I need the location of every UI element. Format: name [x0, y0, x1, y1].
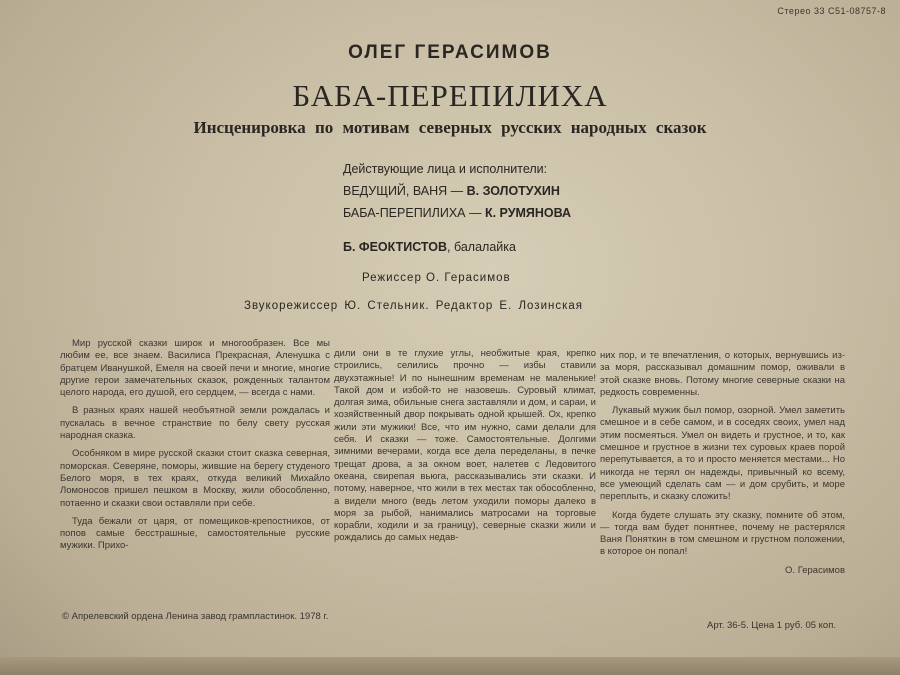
paragraph: Особняком в мире русской сказки стоит сказка северная, поморская. Северяне, поморы, жившие на берегу студеного Белого моря, в тех краях, откуда великий Михайло Ломоносов пришел пешком в Москву, жили обособленно, потаенно и сказки свои оставляли при себе.: [60, 448, 330, 509]
sound-editor-credits: Звукорежиссер Ю. Стельник. Редактор Е. Лозинская: [244, 300, 584, 312]
cast-line-1: [343, 184, 863, 206]
album-title: БАБА-ПЕРЕПИЛИХА: [292, 78, 608, 113]
text-column-3: [600, 350, 845, 577]
copyright-footer: © Апрелевский ордена Ленина завод грампластинок. 1978 г.: [62, 611, 329, 622]
paragraph: дили они в те глухие углы, необжитые края, крепко строились, селились прочно — избы ставили двухэтажные! И по нынешним временам не маленькие! Такой дом и избой-то не назовешь. Суровый климат, долгая зима, обильные снега заставляли и дом, и сараи, и хозяйственный двор покрывать одной крышей. Ох, крепко жили эти мужики! Все, что им нужно, сами делали для себя. И сказки — тоже. Самостоятельные. Долгими зимними вечерами, когда все дела переделаны, в печке трещат дрова, а за окном воет, налетев с Ледовитого океана, свирепая вьюга, рассказывались эти сказки. И потому, наверное, что жили в тех местах так обособленно, а видели много (ведь летом уходили поморы далеко в моря за рыбой, нанимались матросами на торговые корабли, ходили и за границу), северные сказки жили и рождались до самых недав-: [334, 348, 596, 544]
paragraph: В разных краях нашей необъятной земли рождалась и пускалась в вечное странствие по белу свету русская народная сказка.: [60, 405, 330, 442]
cast-actor: В. ЗОЛОТУХИН: [466, 184, 560, 198]
cast-line-2: [343, 206, 863, 228]
paragraph: Мир русской сказки широк и многообразен. Все мы любим ее, все знаем. Василиса Прекрасная, Аленушка с братцем Иванушкой, Емеля на своей печи и многие, многие другие герои замечательных сказок, рожденных талантом целого народа, его душой, его сердцем, — всегда с нами.: [60, 338, 330, 399]
cast-heading: Действующие лица и исполнители:: [343, 162, 548, 176]
cast-actor: К. РУМЯНОВА: [484, 206, 572, 220]
paragraph: Когда будете слушать эту сказку, помните об этом, — тогда вам будет понятнее, почему не растерялся Ваня Поняткин в том смешном и грустном положении, в которое он попал!: [600, 509, 845, 558]
signature: О. Герасимов: [785, 564, 845, 576]
catalog-number: Стерео 33 С51-08757-8: [777, 6, 886, 16]
cast-role: ВЕДУЩИЙ, ВАНЯ —: [343, 184, 467, 198]
price-footer: Арт. 36-5. Цена 1 руб. 05 коп.: [707, 620, 836, 631]
paragraph: Туда бежали от царя, от помещиков-крепостников, от попов самые бесстрашные, самостоятельные русские мужики. Прихо-: [60, 515, 330, 552]
author-name: ОЛЕГ ГЕРАСИМОВ: [348, 42, 552, 63]
musician-line: [343, 240, 863, 262]
album-subtitle: Инсценировка по мотивам северных русских народных сказок: [193, 118, 707, 137]
musician-name: Б. ФЕОКТИСТОВ: [343, 240, 448, 254]
text-column-1: [60, 338, 330, 559]
text-column-2: [334, 348, 596, 551]
paragraph: них пор, и те впечатления, о которых, вернувшись из-за моря, рассказывал домашним помор, оживали в этой сказке вновь. Потому многие северные сказки на редкость современны.: [600, 350, 845, 398]
cast-role: БАБА-ПЕРЕПИЛИХА —: [343, 206, 485, 220]
musician-instrument: , балалайка: [447, 240, 516, 254]
cast-block: [343, 162, 863, 262]
sleeve-edge: [0, 657, 900, 675]
director-credit: Режиссер О. Герасимов: [362, 272, 511, 284]
paragraph: Лукавый мужик был помор, озорной. Умел заметить смешное и в себе самом, и в соседях своих, умел над этим посмеяться. Умел он видеть и грустное, и то, как смешное и грустное в жизни тех суровых краев порой перепутывается, а то и просто меняется местами... Но никогда не терял он надежды, привычный ко всему, все умеющий сделать сам — и дом срубить, и море переплыть, и сказку сложить!: [600, 405, 845, 503]
